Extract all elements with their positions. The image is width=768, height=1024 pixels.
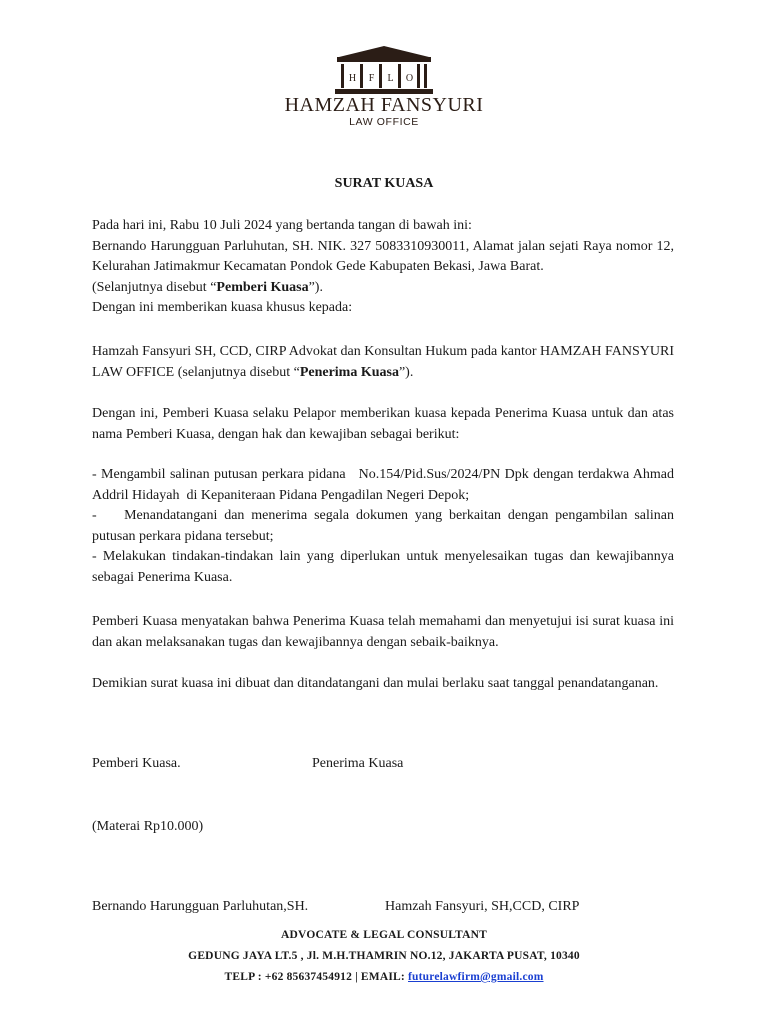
authority-paragraph: Dengan ini, Pemberi Kuasa selaku Pelapor memberikan kuasa kepada Penerima Kuasa untuk dan atas nama Pemberi Kuasa, dengan hak dan kewajiban sebagai berikut: (92, 406, 674, 442)
grantor-name: Bernando Harungguan Parluhutan,SH. (92, 899, 309, 914)
footer-phone: TELP : +62 85637454912 | EMAIL: (224, 971, 409, 983)
footer-email-link[interactable]: futurelawfirm@gmail.com (408, 971, 544, 983)
attorney-section (92, 342, 674, 383)
courthouse-pillar-icon (329, 44, 439, 96)
duty-item: - Mengambil salinan putusan perkara pidana No.154/Pid.Sus/2024/PN Dpk dengan terdakwa Ahmad Addril Hidayah di Kepaniteraan Pidana Pengadilan Negeri Depok; (92, 467, 677, 503)
law-office-subtitle: LAW OFFICE (349, 116, 419, 128)
law-office-name: HAMZAH FANSYURI (284, 94, 484, 116)
signature-roles (92, 756, 404, 772)
authority-section (92, 404, 674, 445)
footer-title: ADVOCATE & LEGAL CONSULTANT (281, 929, 487, 941)
duty-item: - Menandatangani dan menerima segala dokumen yang berkaitan dengan pengambilan salinan putusan perkara pidana tersebut; (92, 508, 678, 544)
closing-section (92, 674, 674, 695)
grant-line: Dengan ini memberikan kuasa khusus kepada: (92, 300, 353, 316)
understanding-paragraph: Pemberi Kuasa menyatakan bahwa Penerima Kuasa telah memahami dan menyetujui isi surat kuasa ini dan akan melaksanakan tugas dan kewajibannya dengan sebaik-baiknya. (92, 614, 674, 650)
attorney-role: Penerima Kuasa (312, 756, 404, 771)
closing-paragraph: Demikian surat kuasa ini dibuat dan ditandatangani dan mulai berlaku saat tanggal penandatanganan. (92, 676, 659, 691)
svg-text:F: F (368, 73, 375, 84)
svg-text:H: H (348, 73, 357, 84)
signature-names (92, 899, 580, 915)
grantor-section (92, 216, 674, 319)
attorney-name: Hamzah Fansyuri, SH,CCD, CIRP (385, 899, 580, 914)
attorney-text: Hamzah Fansyuri SH, CCD, CIRP Advokat dan Konsultan Hukum pada kantor HAMZAH FANSYURI LAW OFFICE (selanjutnya disebut “Penerima Kuasa”). (92, 344, 674, 380)
grantor-role: Pemberi Kuasa. (92, 756, 181, 771)
grantor-alias: (Selanjutnya disebut “Pemberi Kuasa”). (92, 279, 323, 295)
footer-contact (0, 971, 768, 983)
law-office-logo (0, 44, 768, 96)
footer-address: GEDUNG JAYA LT.5 , Jl. M.H.THAMRIN NO.12, JAKARTA PUSAT, 10340 (188, 950, 580, 962)
duty-item: - Melakukan tindakan-tindakan lain yang diperlukan untuk menyelesaikan tugas dan kewajibannya sebagai Penerima Kuasa. (92, 549, 678, 585)
duties-list (92, 465, 678, 589)
svg-text:L: L (387, 73, 394, 84)
understanding-section (92, 612, 674, 653)
grantor-details: Bernando Harungguan Parluhutan, SH. NIK. 327 5083310930011, Alamat jalan sejati Raya nomor 12, Kelurahan Jatimakmur Kecamatan Pondok Gede Kabupaten Bekasi, Jawa Barat. (92, 238, 674, 275)
svg-text:O: O (405, 73, 414, 84)
stamp-note: (Materai Rp10.000) (92, 819, 204, 834)
document-title: SURAT KUASA (334, 176, 434, 191)
opening-line: Pada hari ini, Rabu 10 Juli 2024 yang bertanda tangan di bawah ini: (92, 218, 472, 233)
